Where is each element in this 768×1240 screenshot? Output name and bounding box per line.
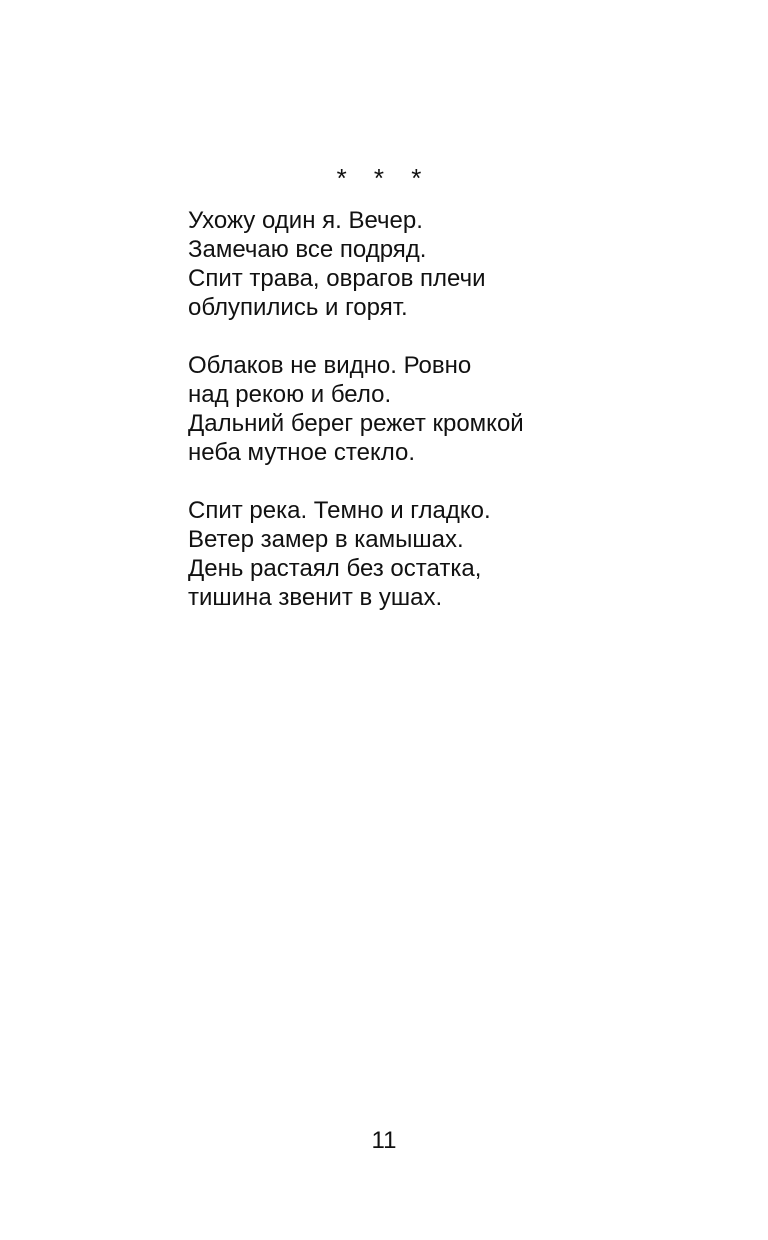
poem-line: тишина звенит в ушах. [188,584,443,611]
section-separator: * * * [336,163,432,193]
poem-line: Ветер замер в камышах. [188,526,464,553]
poem-line: Спит река. Темно и гладко. [188,497,491,524]
poem-line: Ухожу один я. Вечер. [188,207,423,234]
stanza-3 [188,496,708,612]
poem-line: Дальний берег режет кромкой [188,410,524,437]
poem-line: облупились и горят. [188,294,408,321]
poem-line: Спит трава, оврагов плечи [188,265,486,292]
poem-line: Облаков не видно. Ровно [188,352,472,379]
poem-line: неба мутное стекло. [188,439,416,466]
poem-line: Замечаю все подряд. [188,236,427,263]
stanza-2 [188,351,708,467]
poem-line: над рекою и бело. [188,381,392,408]
stanza-1 [188,206,708,322]
poem-line: День растаял без остатка, [188,555,482,582]
page-number: 11 [371,1127,397,1154]
poem [188,206,708,641]
